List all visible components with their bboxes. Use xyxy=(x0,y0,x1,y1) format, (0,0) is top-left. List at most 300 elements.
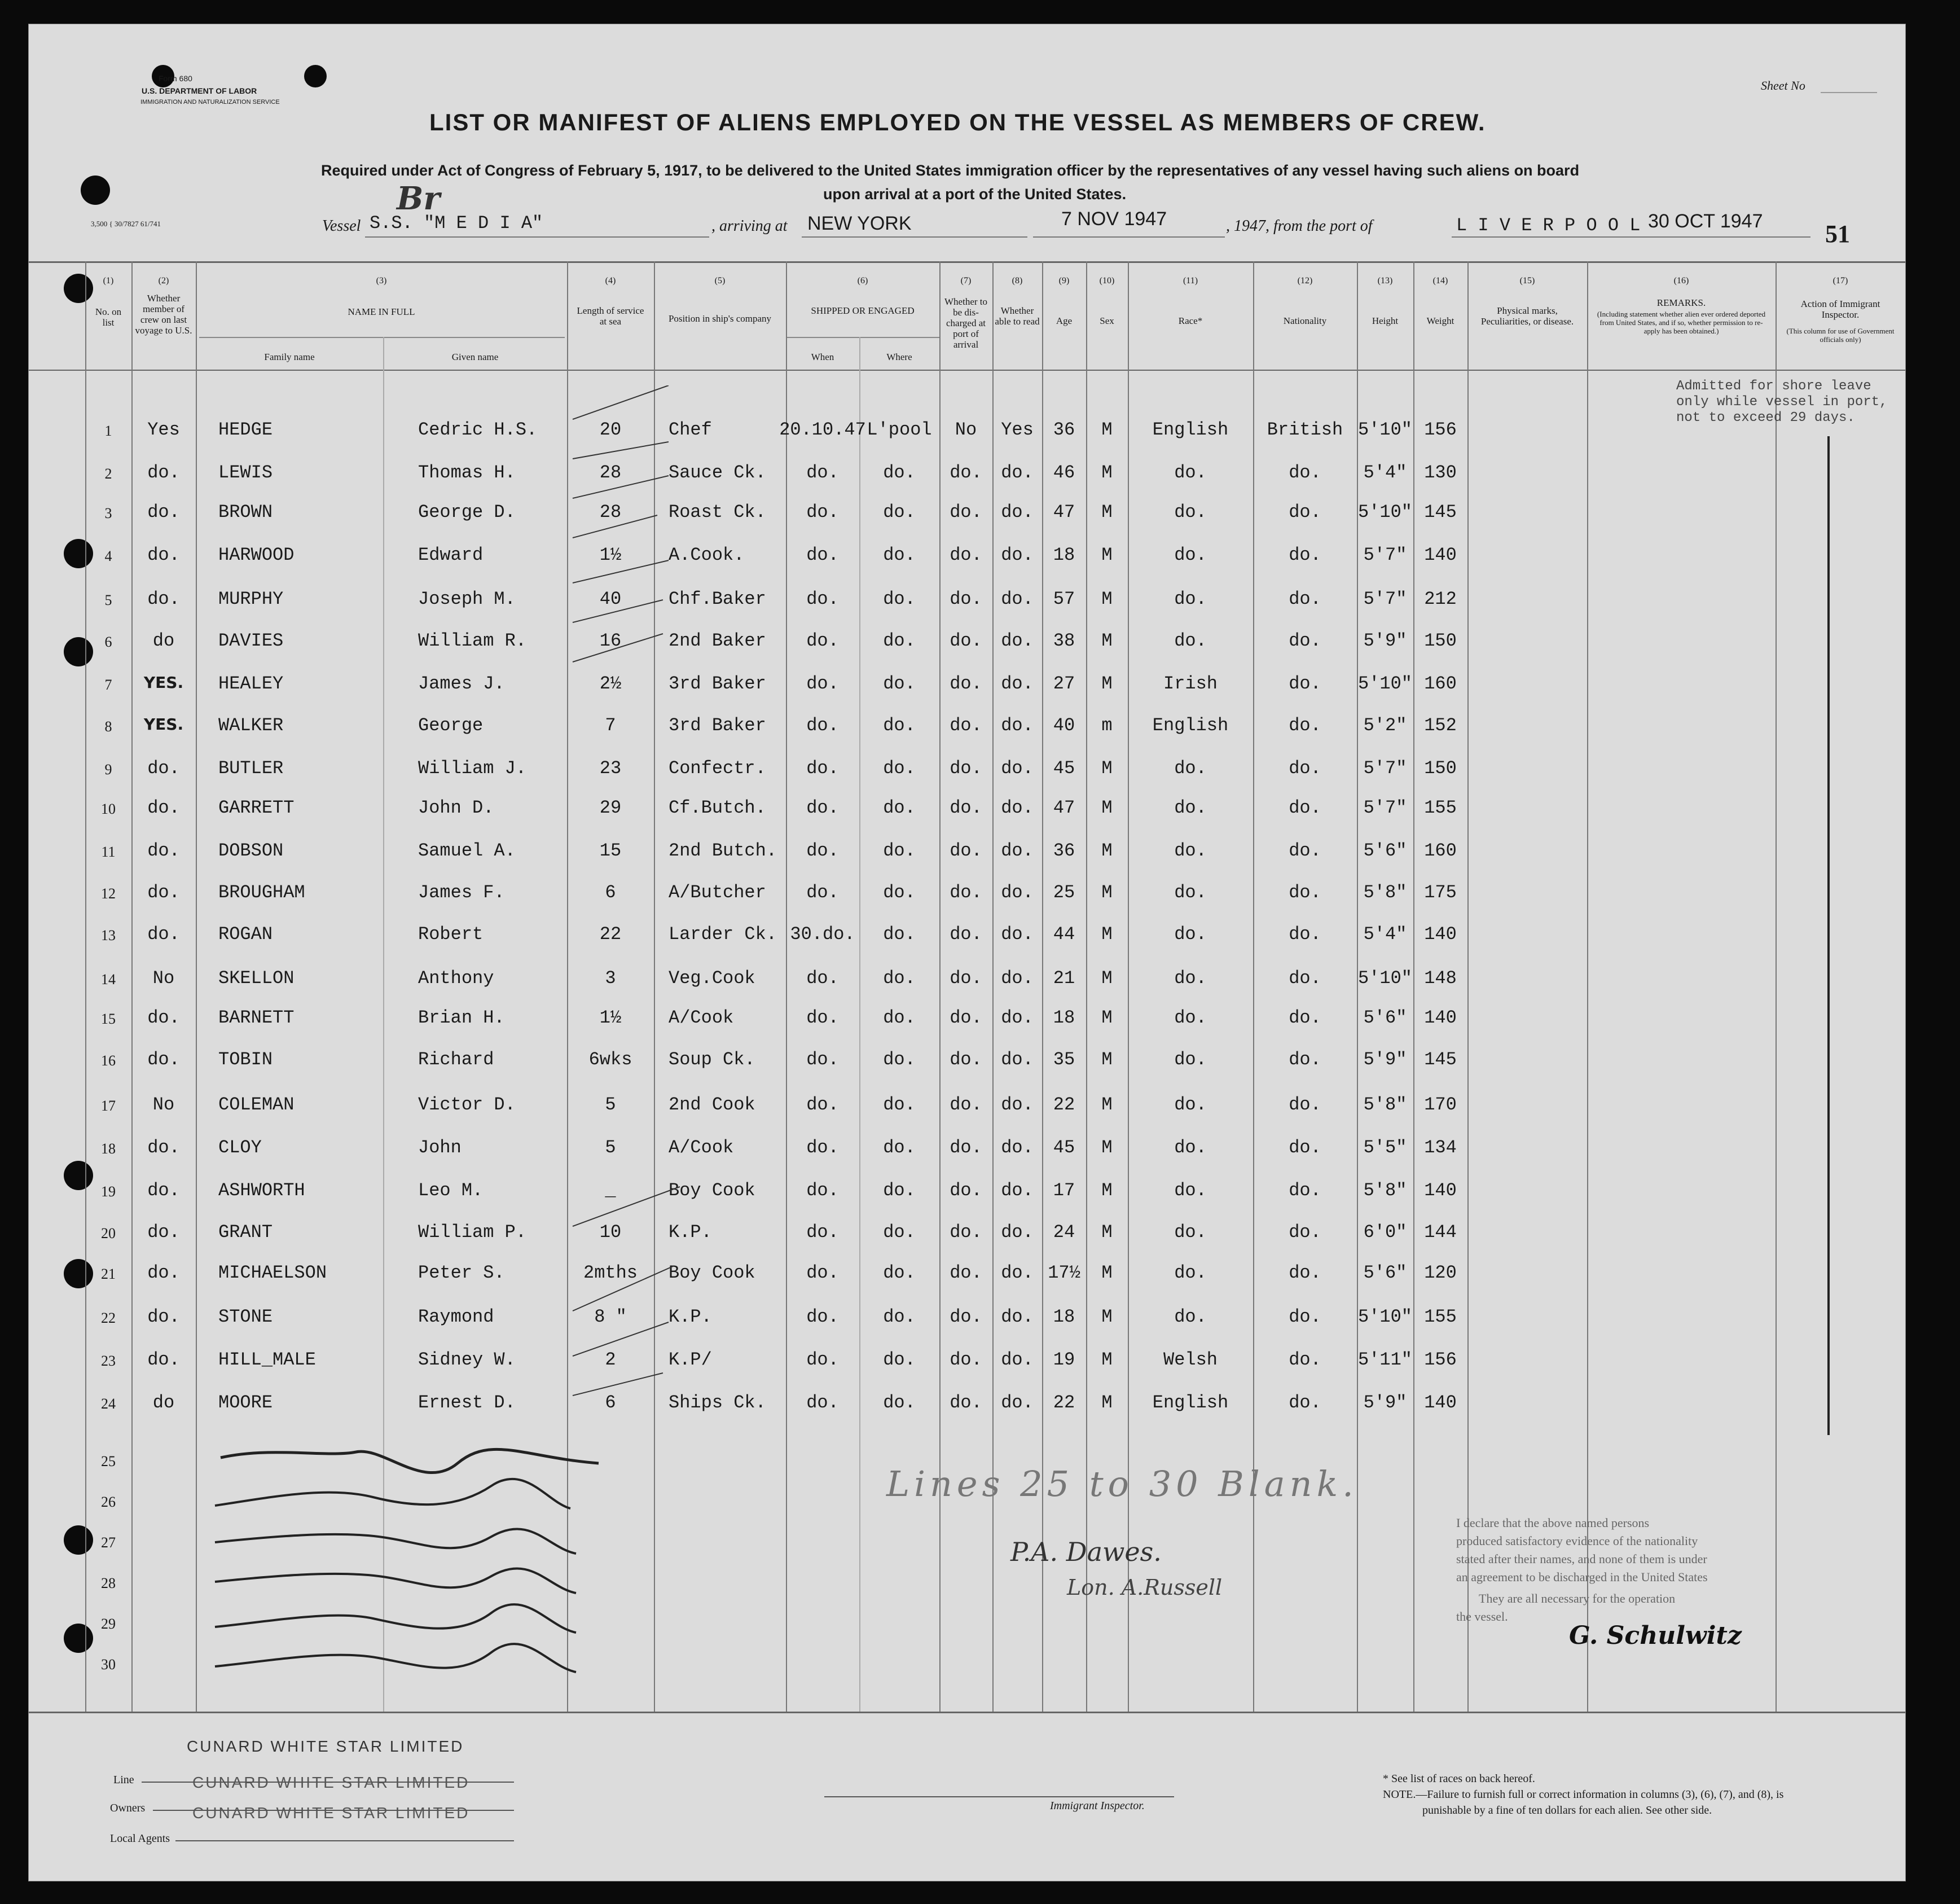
col-number: (4) xyxy=(605,276,616,286)
cell-when: do. xyxy=(806,715,839,736)
cell-service-length: 3 xyxy=(605,968,616,989)
remarks-shore-leave: Admitted for shore leave only while vessel in port, not to exceed 29 days. xyxy=(1676,379,1888,425)
cell-prev-voyage: No xyxy=(152,968,175,989)
cell-discharged: do. xyxy=(950,673,982,694)
cell-age: 17 xyxy=(1053,1180,1075,1201)
col-number: (13) xyxy=(1377,276,1393,286)
cell-position: 3rd Baker xyxy=(669,673,766,694)
cell-weight: 156 xyxy=(1424,1349,1457,1370)
cell-able-to-read: do. xyxy=(1001,715,1034,736)
blank-row-number: 29 xyxy=(101,1616,116,1632)
cell-where: do. xyxy=(883,924,916,945)
cell-height: 5'6" xyxy=(1363,1262,1407,1283)
header-length-service: Length of service at sea xyxy=(577,305,644,327)
signature-dawes: P.A. Dawes. xyxy=(1010,1537,1162,1567)
cell-weight: 170 xyxy=(1424,1094,1457,1115)
cell-family-name: DOBSON xyxy=(218,840,284,861)
cell-service-length: 2mths xyxy=(583,1262,638,1283)
cell-sex: M xyxy=(1101,1262,1113,1283)
cell-where: do. xyxy=(883,1222,916,1243)
cell-row-number: 17 xyxy=(101,1098,116,1114)
cell-position: 2nd Butch. xyxy=(669,840,777,861)
cell-discharged: do. xyxy=(950,1137,982,1158)
cell-able-to-read: do. xyxy=(1001,462,1034,483)
col-number: (7) xyxy=(960,276,972,286)
cell-weight: 140 xyxy=(1424,545,1457,565)
arrival-port: NEW YORK xyxy=(807,213,912,234)
cell-where: do. xyxy=(883,1094,916,1115)
cell-sex: M xyxy=(1101,673,1113,694)
cell-sex: M xyxy=(1101,1180,1113,1201)
cell-prev-voyage: do. xyxy=(147,1180,180,1201)
cell-family-name: ROGAN xyxy=(218,924,273,945)
cell-prev-voyage: do. xyxy=(147,545,180,565)
binder-hole xyxy=(64,1161,93,1190)
cell-height: 5'10" xyxy=(1357,502,1413,523)
cell-age: 45 xyxy=(1053,1137,1075,1158)
cell-service-length: 20 xyxy=(599,419,622,440)
cell-sex: M xyxy=(1101,968,1113,989)
cell-able-to-read: do. xyxy=(1001,1349,1034,1370)
cell-nationality: do. xyxy=(1289,630,1321,651)
remarks-bracket-line xyxy=(1827,436,1830,1435)
cell-nationality: do. xyxy=(1289,1392,1321,1413)
cell-sex: M xyxy=(1101,1007,1113,1028)
cell-row-number: 7 xyxy=(104,677,112,693)
cell-able-to-read: do. xyxy=(1001,1262,1034,1283)
cell-age: 19 xyxy=(1053,1349,1075,1370)
cell-row-number: 10 xyxy=(101,801,116,817)
cell-given-name: Brian H. xyxy=(418,1007,505,1028)
cell-race: Welsh xyxy=(1163,1349,1218,1370)
cell-discharged: do. xyxy=(950,502,982,523)
cell-when: do. xyxy=(806,1306,839,1327)
cell-position: Soup Ck. xyxy=(669,1049,755,1070)
col-number: (12) xyxy=(1297,276,1313,286)
cell-sex: M xyxy=(1101,589,1113,609)
cell-service-length: 10 xyxy=(599,1222,622,1243)
cell-nationality: do. xyxy=(1289,1222,1321,1243)
cell-age: 46 xyxy=(1053,462,1075,483)
cell-discharged: do. xyxy=(950,462,982,483)
cell-prev-voyage: do. xyxy=(147,882,180,903)
cell-where: do. xyxy=(883,1137,916,1158)
cell-given-name: Thomas H. xyxy=(418,462,516,483)
cell-position: Chf.Baker xyxy=(669,589,766,609)
departure-port: L I V E R P O O L xyxy=(1456,215,1641,236)
header-discharged: Whether to be dis-charged at port of arrival xyxy=(944,296,987,350)
cell-able-to-read: do. xyxy=(1001,502,1034,523)
col-number: (11) xyxy=(1183,276,1198,286)
cell-height: 5'7" xyxy=(1363,758,1407,779)
cell-position: Sauce Ck. xyxy=(669,462,766,483)
cell-nationality: do. xyxy=(1289,1349,1321,1370)
cell-service-length: 16 xyxy=(599,630,622,651)
cell-position: Ships Ck. xyxy=(669,1392,766,1413)
header-height: Height xyxy=(1372,315,1399,326)
cell-nationality: do. xyxy=(1289,1049,1321,1070)
cell-height: 5'6" xyxy=(1363,1007,1407,1028)
cell-position: Veg.Cook xyxy=(669,968,755,989)
cell-given-name: Sidney W. xyxy=(418,1349,516,1370)
arrival-date-stamp: 7 NOV 1947 xyxy=(1061,208,1167,230)
cell-sex: M xyxy=(1101,840,1113,861)
cell-discharged: do. xyxy=(950,1262,982,1283)
cell-position: Larder Ck. xyxy=(669,924,777,945)
cell-service-length: 28 xyxy=(599,502,622,523)
cell-prev-voyage: do. xyxy=(147,502,180,523)
immigrant-inspector-label: Immigrant Inspector. xyxy=(1050,1800,1145,1812)
cell-service-length: 1½ xyxy=(599,1007,622,1028)
vessel-label: Vessel xyxy=(322,217,361,235)
cell-height: 5'8" xyxy=(1363,1094,1407,1115)
cell-prev-voyage: do. xyxy=(147,462,180,483)
cell-row-number: 6 xyxy=(104,634,112,650)
cell-family-name: MICHAELSON xyxy=(218,1262,327,1283)
cell-where: do. xyxy=(883,673,916,694)
binder-hole xyxy=(64,1624,93,1653)
header-when: When xyxy=(811,352,834,362)
header-member-last-voyage: Whether member of crew on last voyage to U.S. xyxy=(135,293,192,336)
cell-prev-voyage: do. xyxy=(147,1049,180,1070)
cell-able-to-read: do. xyxy=(1001,1094,1034,1115)
cell-given-name: James F. xyxy=(418,882,505,903)
col-number: (10) xyxy=(1099,276,1115,286)
cell-height: 5'9" xyxy=(1363,1049,1407,1070)
cell-sex: M xyxy=(1101,1137,1113,1158)
cell-given-name: Ernest D. xyxy=(418,1392,516,1413)
blank-row-number: 30 xyxy=(101,1656,116,1673)
cell-family-name: SKELLON xyxy=(218,968,295,989)
cell-row-number: 23 xyxy=(101,1353,116,1369)
blank-lines-cancel-marks xyxy=(187,1424,604,1695)
cell-nationality: do. xyxy=(1289,1306,1321,1327)
cell-position: Boy Cook xyxy=(669,1262,755,1283)
cell-discharged: do. xyxy=(950,1049,982,1070)
cell-able-to-read: do. xyxy=(1001,924,1034,945)
cell-row-number: 14 xyxy=(101,971,116,988)
cell-when: do. xyxy=(806,1349,839,1370)
cell-race: do. xyxy=(1174,1222,1207,1243)
cell-nationality: do. xyxy=(1289,545,1321,565)
cell-weight: 120 xyxy=(1424,1262,1457,1283)
cell-family-name: BUTLER xyxy=(218,758,284,779)
cell-when: do. xyxy=(806,797,839,818)
cell-discharged: do. xyxy=(950,1094,982,1115)
binder-hole xyxy=(64,637,93,666)
cell-row-number: 3 xyxy=(104,505,112,521)
cell-weight: 155 xyxy=(1424,1306,1457,1327)
header-shipped-engaged: SHIPPED OR ENGAGED xyxy=(811,305,915,316)
cell-when: do. xyxy=(806,630,839,651)
cell-where: do. xyxy=(883,840,916,861)
cell-race: English xyxy=(1152,715,1229,736)
cell-race: do. xyxy=(1174,502,1207,523)
cell-weight: 140 xyxy=(1424,1007,1457,1028)
header-physical-marks: Physical marks, Peculiarities, or disease. xyxy=(1480,305,1574,327)
line-label: Line xyxy=(113,1774,134,1786)
cell-sex: M xyxy=(1101,1349,1113,1370)
cell-where: do. xyxy=(883,1049,916,1070)
cell-race: do. xyxy=(1174,630,1207,651)
cell-service-length: 40 xyxy=(599,589,622,609)
cell-when: do. xyxy=(806,673,839,694)
cell-when: do. xyxy=(806,1222,839,1243)
cell-where: do. xyxy=(883,715,916,736)
cell-able-to-read: do. xyxy=(1001,1306,1034,1327)
cell-age: 36 xyxy=(1053,840,1075,861)
service-column-marks xyxy=(567,385,691,1514)
departure-date-stamp: 30 OCT 1947 xyxy=(1648,210,1763,232)
company-stamp-agents: CUNARD WHITE STAR LIMITED xyxy=(192,1804,470,1822)
cell-service-length: 28 xyxy=(599,462,622,483)
cell-family-name: MURPHY xyxy=(218,589,284,609)
cell-nationality: British xyxy=(1267,419,1343,440)
cell-position: 2nd Baker xyxy=(669,630,766,651)
header-position: Position in ship's company xyxy=(668,313,772,324)
cell-height: 5'4" xyxy=(1363,462,1407,483)
cell-discharged: do. xyxy=(950,545,982,565)
cell-service-length: 7 xyxy=(605,715,616,736)
cell-able-to-read: do. xyxy=(1001,882,1034,903)
cell-age: 22 xyxy=(1053,1392,1075,1413)
cell-family-name: MOORE xyxy=(218,1392,273,1413)
cell-age: 24 xyxy=(1053,1222,1075,1243)
cell-row-number: 15 xyxy=(101,1011,116,1027)
cell-age: 57 xyxy=(1053,589,1075,609)
vessel-name: S.S. "M E D I A" xyxy=(370,213,543,234)
cell-sex: M xyxy=(1101,924,1113,945)
cell-height: 5'6" xyxy=(1363,840,1407,861)
cell-sex: M xyxy=(1101,1049,1113,1070)
cell-when: 20.10.47 xyxy=(779,419,866,440)
binder-hole xyxy=(81,176,110,205)
cell-nationality: do. xyxy=(1289,882,1321,903)
cell-service-length: 2½ xyxy=(599,673,622,694)
cell-race: do. xyxy=(1174,462,1207,483)
cell-given-name: Anthony xyxy=(418,968,494,989)
cell-row-number: 1 xyxy=(104,423,112,439)
cell-row-number: 12 xyxy=(101,885,116,902)
header-sex: Sex xyxy=(1100,315,1114,326)
owners-label: Owners xyxy=(110,1802,146,1814)
cell-race: do. xyxy=(1174,1137,1207,1158)
cell-sex: M xyxy=(1101,882,1113,903)
cell-when: 30.do. xyxy=(790,924,855,945)
cell-discharged: do. xyxy=(950,589,982,609)
cell-when: do. xyxy=(806,502,839,523)
cell-height: 5'7" xyxy=(1363,797,1407,818)
cell-age: 47 xyxy=(1053,502,1075,523)
cell-family-name: ASHWORTH xyxy=(218,1180,305,1201)
cell-sex: M xyxy=(1101,1094,1113,1115)
cell-able-to-read: do. xyxy=(1001,589,1034,609)
cell-discharged: do. xyxy=(950,1007,982,1028)
subtitle-arrival: upon arrival at a port of the United States. xyxy=(823,186,1127,203)
print-code: 3,500 { 30/7827 61/741 xyxy=(91,220,161,228)
cell-given-name: Cedric H.S. xyxy=(418,419,538,440)
header-action-note: (This column for use of Government officials only) xyxy=(1786,327,1895,344)
penalty-note-cont: punishable by a fine of ten dollars for each alien. See other side. xyxy=(1422,1804,1712,1817)
cell-given-name: Robert xyxy=(418,924,484,945)
cell-given-name: Edward xyxy=(418,545,484,565)
cell-sex: m xyxy=(1101,715,1113,736)
cell-weight: 140 xyxy=(1424,1392,1457,1413)
cell-sex: M xyxy=(1101,419,1113,440)
cell-where: do. xyxy=(883,462,916,483)
cell-position: Boy Cook xyxy=(669,1180,755,1201)
cell-prev-voyage: do xyxy=(152,630,175,651)
header-family-name: Family name xyxy=(264,352,315,362)
cell-family-name: BROWN xyxy=(218,502,273,523)
cell-able-to-read: do. xyxy=(1001,1392,1034,1413)
cell-position: A.Cook. xyxy=(669,545,745,565)
cell-discharged: No xyxy=(955,419,977,440)
cell-able-to-read: do. xyxy=(1001,1007,1034,1028)
cell-row-number: 16 xyxy=(101,1052,116,1069)
cell-given-name: Raymond xyxy=(418,1306,494,1327)
cell-service-length: _ xyxy=(605,1180,616,1201)
cell-row-number: 11 xyxy=(101,844,116,860)
cell-weight: 140 xyxy=(1424,1180,1457,1201)
cell-position: Roast Ck. xyxy=(669,502,766,523)
cell-where: do. xyxy=(883,1007,916,1028)
cell-discharged: do. xyxy=(950,1180,982,1201)
cell-age: 35 xyxy=(1053,1049,1075,1070)
col-number: (8) xyxy=(1012,276,1023,286)
cell-nationality: do. xyxy=(1289,462,1321,483)
cell-race: English xyxy=(1152,1392,1229,1413)
cell-position: Cf.Butch. xyxy=(669,797,766,818)
cell-weight: 145 xyxy=(1424,1049,1457,1070)
cell-position: 3rd Baker xyxy=(669,715,766,736)
cell-position: K.P/ xyxy=(669,1349,712,1370)
cell-prev-voyage: do. xyxy=(147,1007,180,1028)
cell-service-length: 6wks xyxy=(588,1049,632,1070)
header-given-name: Given name xyxy=(451,352,499,362)
header-age: Age xyxy=(1056,315,1073,326)
blank-lines-note: Lines 25 to 30 Blank. xyxy=(886,1463,1358,1504)
cell-prev-voyage: do. xyxy=(147,589,180,609)
cell-family-name: CLOY xyxy=(218,1137,262,1158)
cell-when: do. xyxy=(806,758,839,779)
cell-when: do. xyxy=(806,1137,839,1158)
cell-able-to-read: do. xyxy=(1001,797,1034,818)
cell-discharged: do. xyxy=(950,882,982,903)
cell-service-length: 6 xyxy=(605,1392,616,1413)
cell-nationality: do. xyxy=(1289,840,1321,861)
cell-weight: 160 xyxy=(1424,673,1457,694)
binder-hole xyxy=(64,539,93,568)
cell-age: 40 xyxy=(1053,715,1075,736)
cell-discharged: do. xyxy=(950,1349,982,1370)
cell-row-number: 13 xyxy=(101,927,116,944)
cell-able-to-read: do. xyxy=(1001,1049,1034,1070)
cell-race: do. xyxy=(1174,589,1207,609)
cell-family-name: HARWOOD xyxy=(218,545,295,565)
cell-race: do. xyxy=(1174,1180,1207,1201)
cell-position: A/Cook xyxy=(669,1007,734,1028)
arriving-label: , arriving at xyxy=(711,217,788,235)
cell-age: 45 xyxy=(1053,758,1075,779)
cell-weight: 134 xyxy=(1424,1137,1457,1158)
cell-age: 18 xyxy=(1053,1306,1075,1327)
cell-given-name: Victor D. xyxy=(418,1094,516,1115)
cell-nationality: do. xyxy=(1289,968,1321,989)
cell-height: 5'11" xyxy=(1357,1349,1413,1370)
cell-discharged: do. xyxy=(950,1306,982,1327)
cell-height: 5'5" xyxy=(1363,1137,1407,1158)
cell-weight: 150 xyxy=(1424,630,1457,651)
header-nationality: Nationality xyxy=(1283,315,1327,326)
cell-prev-voyage: do. xyxy=(147,1306,180,1327)
cell-race: do. xyxy=(1174,1262,1207,1283)
cell-service-length: 2 xyxy=(605,1349,616,1370)
cell-height: 5'4" xyxy=(1363,924,1407,945)
col-number: (9) xyxy=(1058,276,1070,286)
cell-when: do. xyxy=(806,545,839,565)
cell-where: do. xyxy=(883,882,916,903)
cell-position: Chef xyxy=(669,419,712,440)
cell-when: do. xyxy=(806,462,839,483)
penalty-note: NOTE.—Failure to furnish full or correct information in columns (3), (6), (7), and (8), is xyxy=(1383,1788,1784,1801)
cell-row-number: 5 xyxy=(104,592,112,608)
col-number: (17) xyxy=(1832,276,1848,286)
cell-nationality: do. xyxy=(1289,797,1321,818)
cell-height: 5'10" xyxy=(1357,673,1413,694)
cell-family-name: GRANT xyxy=(218,1222,273,1243)
declaration-line: They are all necessary for the operation xyxy=(1479,1591,1676,1605)
cell-service-length: 1½ xyxy=(599,545,622,565)
cell-given-name: Samuel A. xyxy=(418,840,516,861)
cell-height: 5'10" xyxy=(1357,1306,1413,1327)
cell-family-name: STONE xyxy=(218,1306,273,1327)
cell-where: do. xyxy=(883,1306,916,1327)
cell-weight: 130 xyxy=(1424,462,1457,483)
cell-prev-voyage: No xyxy=(152,1094,175,1115)
cell-prev-voyage: do. xyxy=(147,797,180,818)
cell-height: 5'9" xyxy=(1363,630,1407,651)
cell-family-name: WALKER xyxy=(218,715,284,736)
cell-service-length: 29 xyxy=(599,797,622,818)
service: IMMIGRATION AND NATURALIZATION SERVICE xyxy=(140,99,280,106)
cell-able-to-read: do. xyxy=(1001,968,1034,989)
cell-prev-voyage: do. xyxy=(147,840,180,861)
col-number: (5) xyxy=(714,276,726,286)
cell-row-number: 21 xyxy=(101,1266,116,1282)
cell-sex: M xyxy=(1101,462,1113,483)
cell-able-to-read: do. xyxy=(1001,1222,1034,1243)
cell-prev-voyage: do. xyxy=(147,924,180,945)
cell-weight: 145 xyxy=(1424,502,1457,523)
cell-discharged: do. xyxy=(950,1222,982,1243)
cell-discharged: do. xyxy=(950,924,982,945)
cell-nationality: do. xyxy=(1289,673,1321,694)
cell-service-length: 23 xyxy=(599,758,622,779)
cell-age: 18 xyxy=(1053,1007,1075,1028)
cell-able-to-read: do. xyxy=(1001,1137,1034,1158)
cell-weight: 156 xyxy=(1424,419,1457,440)
cell-nationality: do. xyxy=(1289,1137,1321,1158)
cell-when: do. xyxy=(806,1180,839,1201)
race-footnote: * See list of races on back hereof. xyxy=(1383,1773,1535,1785)
page-number: 51 xyxy=(1825,220,1850,248)
signature-russell: Lon. A.Russell xyxy=(1067,1575,1223,1600)
cell-discharged: do. xyxy=(950,968,982,989)
col-number: (15) xyxy=(1519,276,1535,286)
cell-family-name: BARNETT xyxy=(218,1007,295,1028)
cell-age: 44 xyxy=(1053,924,1075,945)
